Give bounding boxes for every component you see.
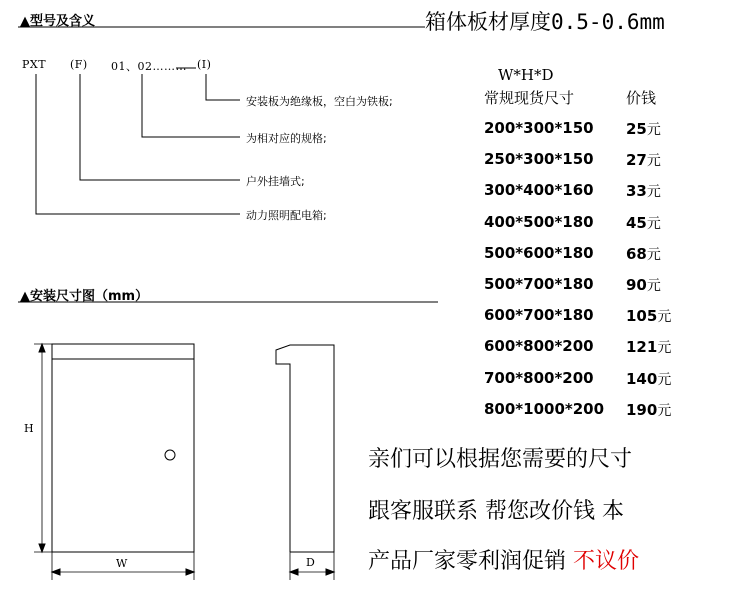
- size-cell: 300*400*160: [484, 181, 594, 200]
- price-value: 105: [626, 307, 658, 326]
- size-cell: 600*700*180: [484, 306, 594, 325]
- desc-distribution-box: 动力照明配电箱;: [246, 209, 327, 222]
- price-unit: 元: [646, 122, 661, 138]
- price-value: 140: [626, 369, 658, 388]
- note-line-3: [368, 544, 639, 575]
- price-value: 90: [626, 276, 647, 294]
- price-unit: 元: [646, 278, 661, 294]
- price-cell: [626, 150, 661, 170]
- side-view: [276, 345, 334, 580]
- price-column-header: 价钱: [626, 89, 657, 107]
- price-value: 27: [626, 151, 647, 170]
- code-series: PXT: [22, 58, 47, 71]
- price-cell: [626, 306, 671, 326]
- price-value: 68: [626, 244, 647, 263]
- desc-outdoor: 户外挂墙式;: [246, 175, 305, 188]
- width-label: W: [116, 557, 128, 570]
- size-cell: 400*500*180: [484, 212, 594, 231]
- size-cell: 600*800*200: [484, 337, 594, 356]
- price-cell: [626, 337, 671, 357]
- price-unit: 元: [657, 309, 672, 326]
- price-unit: 元: [646, 153, 661, 170]
- note-line-1: 亲们可以根据您需要的尺寸: [368, 447, 633, 472]
- model-connectors: [36, 68, 240, 214]
- price-value: 33: [626, 182, 647, 201]
- desc-spec: 为相对应的规格;: [246, 132, 327, 145]
- size-cell: 250*300*150: [484, 150, 594, 169]
- note-line-2: 跟客服联系 帮您改价钱 本: [368, 499, 624, 524]
- note-line-3-text: 产品厂家零利润促销: [368, 549, 573, 574]
- price-value: 121: [626, 338, 658, 357]
- size-cell: 500*600*180: [484, 243, 594, 262]
- size-cell: 700*800*200: [484, 368, 594, 387]
- price-cell: [626, 244, 661, 264]
- height-label: H: [24, 422, 34, 435]
- price-value: 25: [626, 120, 647, 138]
- price-unit: 元: [657, 402, 672, 419]
- material-thickness-title: 箱体板材厚度0.5-0.6mm: [425, 10, 665, 34]
- size-cell: 200*300*150: [484, 119, 594, 137]
- code-suffix: (I): [197, 58, 212, 71]
- depth-label: D: [306, 556, 315, 569]
- price-value: 45: [626, 213, 647, 232]
- price-cell: [626, 275, 661, 295]
- size-cell: 800*1000*200: [484, 399, 605, 418]
- model-section-title: ▲型号及含义: [20, 14, 95, 29]
- front-view: [34, 344, 194, 580]
- install-section-title: ▲安装尺寸图（mm）: [20, 289, 149, 304]
- no-bargain-text: 不议价: [573, 549, 640, 574]
- price-cell: [626, 369, 671, 389]
- price-unit: 元: [646, 246, 661, 263]
- price-unit: 元: [646, 184, 661, 201]
- price-cell: [626, 400, 671, 420]
- dimension-label: W*H*D: [498, 66, 554, 84]
- price-unit: 元: [657, 340, 672, 357]
- price-unit: 元: [657, 371, 672, 388]
- price-value: 190: [626, 400, 658, 419]
- desc-mounting-plate: 安装板为绝缘板，空白为铁板;: [246, 95, 393, 108]
- price-cell: [626, 119, 661, 139]
- code-type: (F): [70, 58, 88, 71]
- size-column-header: 常规现货尺寸: [484, 89, 575, 107]
- price-unit: 元: [646, 215, 661, 232]
- price-cell: [626, 213, 661, 233]
- price-cell: [626, 181, 661, 201]
- code-spec: 01、02………: [111, 60, 187, 73]
- size-cell: 500*700*180: [484, 275, 594, 293]
